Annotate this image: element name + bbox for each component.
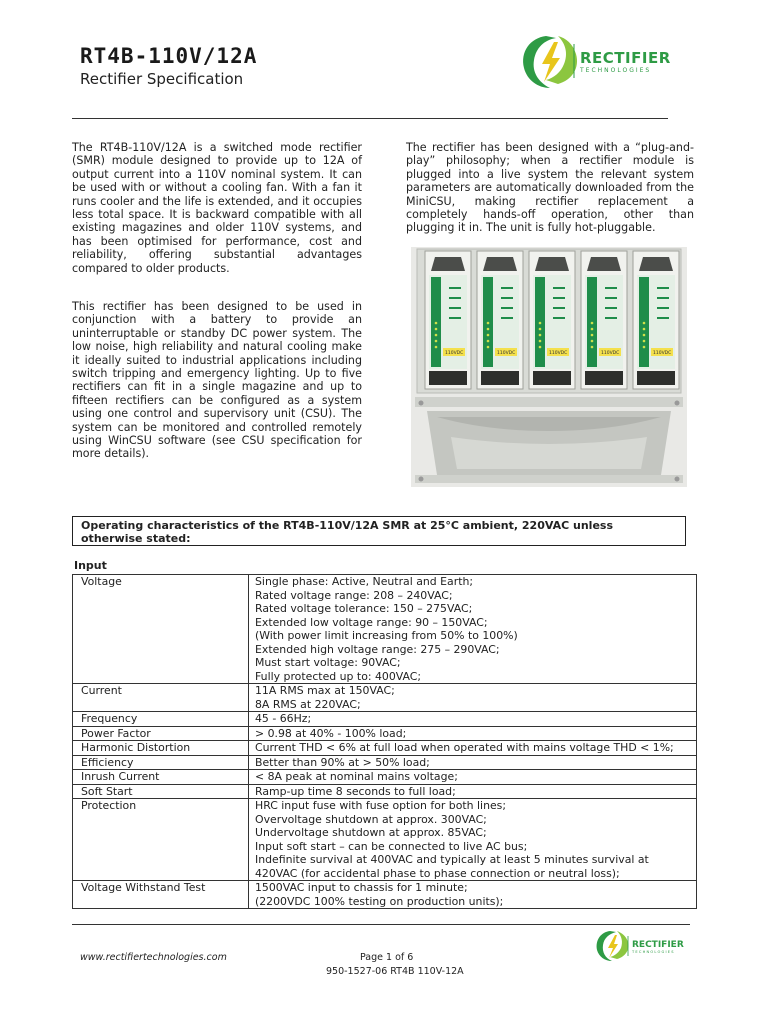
spec-value-line: (With power limit increasing from 50% to 100%) — [255, 629, 518, 642]
spec-label: Protection — [73, 799, 249, 881]
module-voltage-label: 110VDC — [601, 351, 620, 356]
spec-value — [249, 799, 697, 881]
rectifier-module — [581, 251, 627, 389]
rectifier-module — [529, 251, 575, 389]
spec-value-line: Extended low voltage range: 90 – 150VAC; — [255, 615, 488, 629]
spec-value-line: 1500VAC input to chassis for 1 minute; — [255, 881, 468, 894]
spec-value-line: 45 - 66Hz; — [255, 712, 312, 725]
footer-page-number: Page 1 of 6 — [360, 952, 414, 963]
footer-logo — [594, 928, 694, 964]
rectifier-module — [477, 251, 523, 389]
spec-value-line: Undervoltage shutdown at approx. 85VAC; — [255, 826, 487, 839]
table-row — [73, 575, 697, 684]
spec-value-line: 420VAC (for accidental phase to phase connection or neutral loss); — [255, 866, 620, 880]
spec-label: Current — [73, 684, 249, 712]
spec-value-line: Extended high voltage range: 275 – 290VAC; — [255, 642, 500, 656]
spec-value-line: HRC input fuse with fuse option for both lines; — [255, 799, 507, 812]
rectifier-modules — [425, 251, 679, 389]
footer-logo-name: RECTIFIER — [632, 940, 684, 950]
rectifier-module — [425, 251, 471, 389]
logo-tagline: TECHNOLOGIES — [580, 67, 652, 74]
spec-value-line: Better than 90% at > 50% load; — [255, 755, 430, 769]
spec-value-line: Input soft start – can be connected to live AC bus; — [255, 839, 528, 853]
spec-value — [249, 712, 697, 727]
lightning-swirl-icon — [597, 931, 629, 961]
table-row — [73, 755, 697, 770]
spec-label: Voltage Withstand Test — [73, 881, 249, 909]
rectifier-technologies-logo — [518, 30, 688, 92]
input-spec-table — [72, 574, 697, 909]
document-subtitle: Rectifier Specification — [80, 70, 244, 88]
spec-value-line: Current THD < 6% at full load when operated with mains voltage THD < 1%; — [255, 741, 674, 754]
intro-paragraph-2: This rectifier has been designed to be used in conjunction with a battery to provide an uninterruptable or standby DC power system. The low noise, high reliability and natural cooling make it ideally suited to industrial applications including switch tripping and emergency lighting. Up to five rectifiers can fit in a single magazine and up to fifteen rectifiers can be configured as a system using one control and supervisory unit (CSU). The system can be monitored and controlled remotely using WinCSU software (see CSU specification for more details). — [72, 300, 362, 461]
spec-value-line: Rated voltage range: 208 – 240VAC; — [255, 588, 453, 602]
table-row — [73, 799, 697, 881]
spec-value — [249, 575, 697, 684]
spec-label: Efficiency — [73, 755, 249, 770]
spec-value — [249, 684, 697, 712]
spec-value — [249, 784, 697, 799]
spec-value-line: > 0.98 at 40% - 100% load; — [255, 726, 407, 740]
header-divider — [72, 118, 668, 119]
footer-document-id: 950-1527-06 RT4B 110V-12A — [326, 966, 464, 977]
document-title: RT4B-110V/12A — [80, 44, 258, 68]
footer-website: www.rectifiertechnologies.com — [80, 952, 227, 963]
table-row — [73, 770, 697, 785]
spec-value — [249, 770, 697, 785]
rectifier-module — [633, 251, 679, 389]
spec-label: Harmonic Distortion — [73, 741, 249, 756]
footer-logo-tagline: TECHNOLOGIES — [632, 950, 675, 954]
lightning-swirl-icon — [523, 36, 577, 88]
spec-label: Soft Start — [73, 784, 249, 799]
spec-value-line: Indefinite survival at 400VAC and typically at least 5 minutes survival at — [255, 853, 649, 866]
spec-value — [249, 755, 697, 770]
module-voltage-label: 110VDC — [549, 351, 568, 356]
module-voltage-label: 110VDC — [653, 351, 672, 356]
spec-value-line: < 8A peak at nominal mains voltage; — [255, 770, 458, 783]
spec-value-line: (2200VDC 100% testing on production units); — [255, 894, 504, 908]
spec-label: Power Factor — [73, 726, 249, 741]
spec-value-line: Fully protected up to: 400VAC; — [255, 669, 422, 683]
logo-name: RECTIFIER — [580, 49, 671, 67]
input-section-heading: Input — [74, 559, 107, 572]
table-row — [73, 712, 697, 727]
table-row — [73, 881, 697, 909]
footer-divider — [72, 924, 690, 925]
spec-value-line: Must start voltage: 90VAC; — [255, 656, 401, 669]
intro-paragraph-3: The rectifier has been designed with a “plug-and-play” philosophy; when a rectifier module is plugged into a live system the relevant system parameters are automatically downloaded from the MiniCSU, making rectifier replacement a completely hands-off operation, other than plugging it in. The unit is fully hot-pluggable. — [406, 141, 694, 235]
rectifier-magazine-photo — [411, 247, 687, 487]
spec-value-line: 8A RMS at 220VAC; — [255, 697, 361, 711]
spec-value-line: Ramp-up time 8 seconds to full load; — [255, 784, 456, 798]
module-voltage-label: 110VDC — [445, 351, 464, 356]
table-row — [73, 784, 697, 799]
spec-value-line: Overvoltage shutdown at approx. 300VAC; — [255, 812, 487, 826]
operating-characteristics-box: Operating characteristics of the RT4B-110V/12A SMR at 25°C ambient, 220VAC unless otherwise stated: — [72, 516, 686, 546]
spec-value — [249, 881, 697, 909]
spec-label: Frequency — [73, 712, 249, 727]
module-voltage-label: 110VDC — [497, 351, 516, 356]
table-row — [73, 726, 697, 741]
table-row — [73, 741, 697, 756]
spec-value — [249, 741, 697, 756]
spec-value-line: Rated voltage tolerance: 150 – 275VAC; — [255, 602, 473, 615]
table-row — [73, 684, 697, 712]
spec-label: Inrush Current — [73, 770, 249, 785]
intro-paragraph-1: The RT4B-110V/12A is a switched mode rectifier (SMR) module designed to provide up to 12A of output current into a 110V nominal system. It can be used with or without a cooling fan. With a fan it runs cooler and the life is extended, and it occupies less total space. It is backward compatible with all existing magazines and older 110V systems, and has been optimised for performance, cost and reliability, offering substantial advantages compared to older products. — [72, 141, 362, 275]
spec-value-line: Single phase: Active, Neutral and Earth; — [255, 575, 474, 588]
spec-value-line: 11A RMS max at 150VAC; — [255, 684, 395, 697]
spec-label: Voltage — [73, 575, 249, 684]
spec-value — [249, 726, 697, 741]
